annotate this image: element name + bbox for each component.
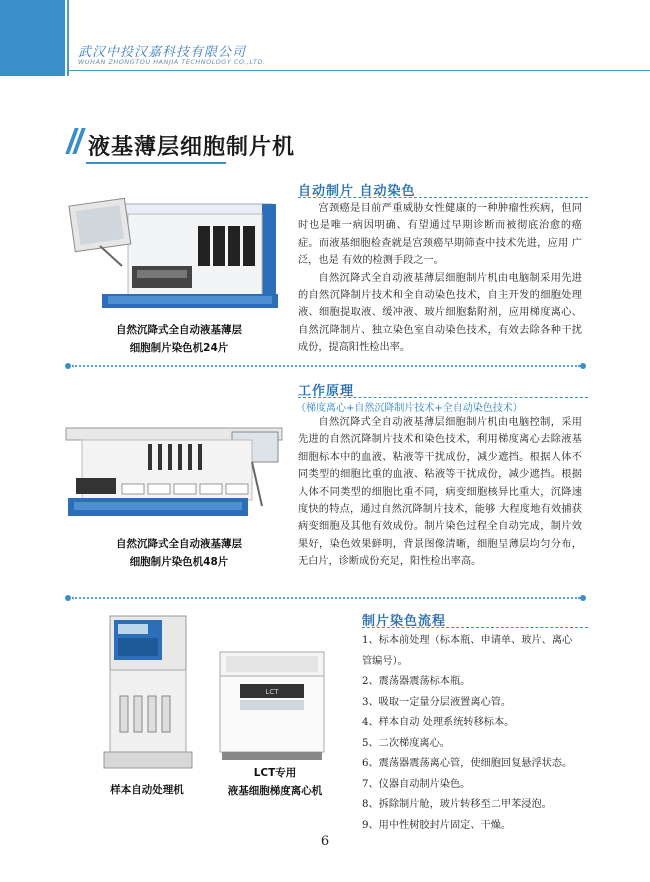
caption-machine-24-line2: 细胞制片染色机24片: [129, 342, 229, 354]
divider1: [72, 365, 580, 367]
section1-heading: 自动制片 自动染色: [298, 184, 416, 199]
caption-machine-48-line1: 自然沉降式全自动液基薄层: [116, 538, 242, 550]
caption-centrifuge: [200, 764, 350, 800]
list-item: 2、震荡器震荡标本瓶。: [362, 676, 471, 687]
section2-heading: 工作原理: [298, 384, 355, 399]
centrifuge-display-text: LCT: [265, 688, 279, 696]
company-name-cn: 武汉中投汉嘉科技有限公司: [78, 45, 247, 60]
divider1-dot: [65, 363, 71, 369]
divider2: [72, 597, 580, 599]
list-item: 管编号）。: [362, 655, 408, 667]
list-item: 9、用中性树胶封片固定、干燥。: [362, 819, 512, 831]
divider2-dot: [65, 595, 71, 601]
section3-heading-rule: [362, 627, 588, 629]
header-divider: [67, 0, 69, 76]
caption-machine-24-line1: 自然沉降式全自动液基薄层: [116, 324, 242, 336]
list-item: 4、样本自动 处理系统转移标本。: [362, 717, 515, 728]
page-number: 6: [320, 834, 330, 849]
centrifuge-image: [212, 648, 332, 766]
machine-24-image: [62, 186, 292, 326]
divider1-dot-end: [580, 363, 586, 369]
section2-body: [298, 414, 582, 571]
caption-machine-48: [94, 535, 264, 571]
caption-machine-24: [94, 321, 264, 357]
caption-centrifuge-line1: LCT专用: [253, 767, 297, 779]
sample-processor-image: [90, 612, 202, 782]
section3-heading: 制片染色流程: [362, 614, 447, 629]
header-rule: [67, 70, 650, 71]
machine-48-image: [62, 410, 292, 530]
section2-para: 自然沉降式全自动液基薄层细胞制片机由电脑控制，采用 先进的自然沉降制片技术和染色技术，利用梯度离心去除液基细胞标本中的血液、粘液等干扰成份，减少遮挡。根据人体不同类型的细胞比重的血液、粘液等干扰成份，减少遮挡。根据人体不同类型的细胞比重不同，病变细胞核异比重大，沉降速度快的特点，通过自然沉降制片技术，能够 大程度地有效捕获病变细胞及其他有效成份。制片染色过程全自动完成，制片效果好，染色效果鲜明，背景图像清晰，细胞呈薄层均匀分布，无白片，诊断成份充足，阳性检出率高。: [298, 417, 582, 568]
section1-body: [298, 200, 582, 357]
section1-para2: 自然沉降式全自动液基薄层细胞制片机由电脑制采用先进的自然沉降制片技术和全自动染色技术，自主开发的细胞处理液、细胞提取液、缓冲液、玻片细胞黏附剂，应用梯度离心、自然沉降制片、独立染色室自动染色技术，有效去除各种干扰成份，提高阳性检出率。: [298, 272, 582, 354]
list-item: 7、仪器自动制片染色。: [362, 778, 471, 790]
header-color-block: [0, 0, 65, 76]
list-item: 3、吸取一定量分层液置离心管。: [362, 696, 512, 708]
list-item: 8、拆除制片舱，玻片转移至二甲苯浸泡。: [362, 799, 552, 810]
page-title: 液基薄层细胞制片机: [88, 135, 296, 160]
caption-machine-48-line2: 细胞制片染色机48片: [129, 556, 229, 568]
divider2-dot-end: [580, 595, 586, 601]
section2-subheading: （梯度离心+自然沉降制片技术+全自动染色技术）: [296, 403, 523, 414]
caption-sample-processor: 样本自动处理机: [110, 784, 184, 796]
section1-heading-rule: [298, 197, 588, 199]
title-underline: [86, 162, 226, 164]
list-item: 5、二次梯度离心。: [362, 737, 450, 749]
company-name-en: WUHAN ZHONGTOU HANJIA TECHNOLOGY CO.,LTD.: [78, 58, 266, 66]
list-item: 1、标本前处理（标本瓶、申请单、玻片、离心: [362, 635, 573, 646]
caption-centrifuge-line2: 液基细胞梯度离心机: [227, 785, 323, 797]
list-item: 6、震荡器震荡离心管，使细胞回复悬浮状态。: [362, 758, 573, 769]
section1-para1: 宫颈癌是目前严重威胁女性健康的一种肿瘤性疾病，但同时也是唯一病因明确、有望通过早期诊断而被彻底治愈的癌症。而液基细胞检查就是宫颈癌早期筛查中技术先进，应用 广泛，也是 有效的检测手段之一。: [298, 203, 582, 267]
procedure-list: [362, 631, 588, 836]
